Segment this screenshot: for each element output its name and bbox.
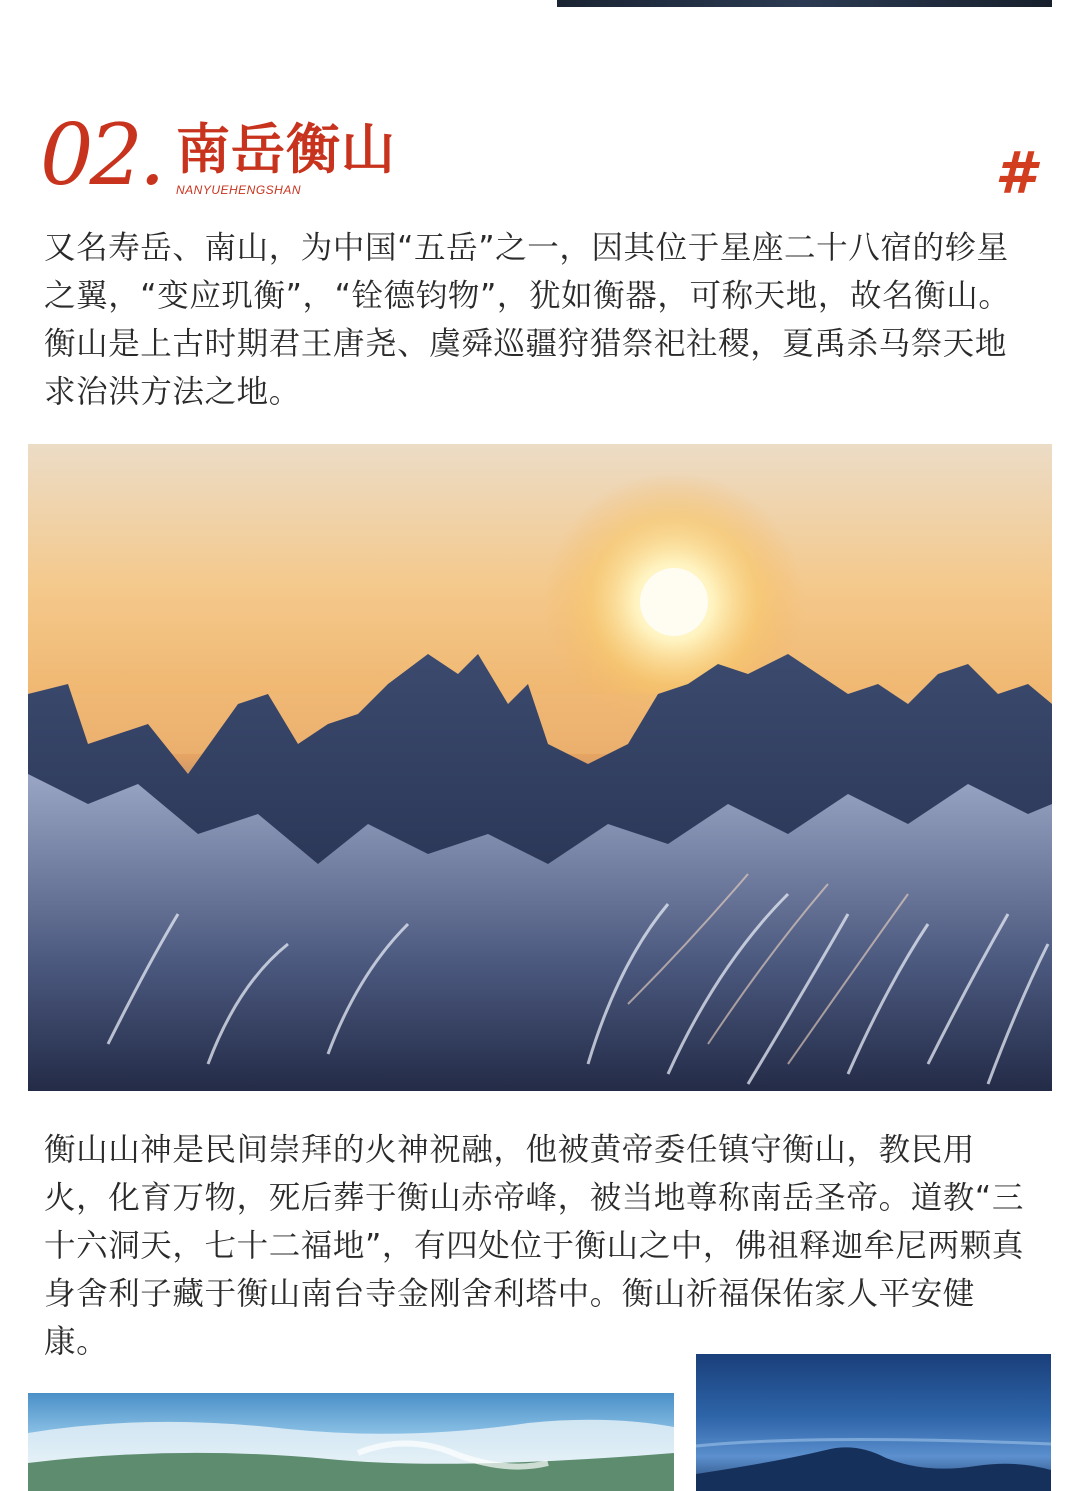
sunrise-frost-photo[interactable]	[28, 444, 1052, 1091]
section-number: 02.	[40, 106, 162, 204]
sea-of-clouds-photo[interactable]	[28, 1393, 674, 1491]
legend-paragraph: 衡山山神是民间崇拜的火神祝融，他被黄帝委任镇守衡山，教民用火，化育万物，死后葬于衡山赤帝峰，被当地尊称南岳圣帝。道教“三十六洞天，七十二福地”，有四处位于衡山之中，佛祖释迦牟尼两颗真身舍利子藏于衡山南台寺金刚舍利塔中。衡山祈福保佑家人平安健康。	[44, 1132, 1024, 1360]
section-subtitle: NANYUEHENGSHAN	[176, 183, 302, 197]
intro-paragraph: 又名寿岳、南山，为中国“五岳”之一，因其位于星座二十八宿的轸星之翼，“变应玑衡”，“铨德钧物”，犹如衡器，可称天地，故名衡山。 衡山是上古时期君王唐尧、虞舜巡疆狩猎祭祀社稷，夏禹杀马祭天地求治洪方法之地。	[44, 230, 1011, 410]
section-title: 南岳衡山	[176, 118, 396, 181]
previous-photo-edge	[557, 0, 1052, 7]
hashtag-icon[interactable]: #	[994, 139, 1036, 207]
blue-mountain-photo[interactable]	[696, 1354, 1051, 1491]
